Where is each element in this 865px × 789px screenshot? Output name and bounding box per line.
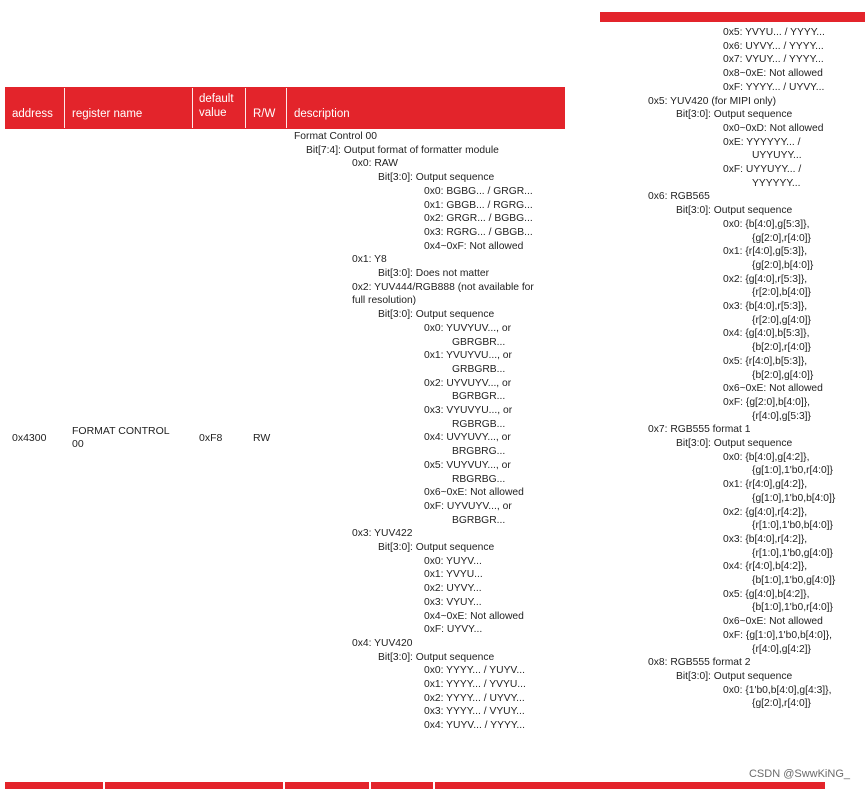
- description-line: 0x0: BGBG... / GRGR...: [424, 185, 533, 197]
- description-line: BGRBGR...: [452, 391, 506, 403]
- description-line: Bit[3:0]: Output sequence: [378, 172, 495, 184]
- header-divider: [245, 88, 246, 128]
- description-line: 0x0: RAW: [352, 158, 398, 170]
- description-line: Bit[3:0]: Output sequence: [676, 205, 793, 217]
- description-line: Bit[3:0]: Output sequence: [676, 670, 793, 682]
- description-line: 0x4: YUYV... / YYYY...: [424, 720, 525, 732]
- description-line: {b[2:0],r[4:0]}: [752, 342, 811, 354]
- description-line: {r[2:0],g[4:0]}: [752, 314, 811, 326]
- description-line: 0x6~0xE: Not allowed: [723, 616, 823, 628]
- description-line: 0xF: {g[1:0],1'b0,b[4:0]},: [723, 629, 833, 641]
- header-divider: [286, 88, 287, 128]
- description-line: 0x0: {b[4:0],g[5:3]},: [723, 218, 810, 230]
- description-line: 0x2: GRGR... / BGBG...: [424, 213, 533, 225]
- description-line: 0xF: UYVUYV..., or: [424, 500, 512, 512]
- description-line: 0x2: UYVY...: [424, 583, 482, 595]
- description-line: 0x3: YUV422: [352, 528, 413, 540]
- column-header-register-name: register name: [72, 108, 143, 120]
- description-line: Bit[3:0]: Output sequence: [676, 438, 793, 449]
- description-line: 0x4: UVYUVY..., or: [424, 432, 511, 444]
- description-line: UYYUYY...: [752, 150, 802, 162]
- description-line: Format Control 00: [294, 131, 377, 142]
- header-divider: [192, 88, 193, 128]
- description-line: full resolution): [352, 295, 417, 307]
- description-line: 0xF: YYYY... / UYVY...: [723, 81, 825, 93]
- description-line: 0x3: VYUVYU..., or: [424, 405, 513, 416]
- description-line: 0x6~0xE: Not allowed: [723, 383, 823, 395]
- description-line: 0x4~0xE: Not allowed: [424, 610, 524, 622]
- description-line: GBRGBR...: [452, 336, 506, 348]
- register-address: 0x4300: [12, 432, 47, 444]
- description-line: 0x4: {g[4:0],b[5:3]},: [723, 328, 810, 340]
- register-default-value: 0xF8: [199, 432, 223, 444]
- description-line: {b[1:0],1'b0,g[4:0]}: [752, 575, 836, 586]
- description-line: 0x0: YUYV...: [424, 555, 482, 567]
- description-line: 0x2: {g[4:0],r[4:2]},: [723, 506, 808, 518]
- bottom-divider: [283, 782, 285, 789]
- description-line: 0x5: {g[4:0],b[4:2]},: [723, 588, 810, 600]
- description-line: 0x5: {r[4:0],b[5:3]},: [723, 355, 808, 367]
- description-line: 0xF: UYVY...: [424, 624, 483, 636]
- description-line: 0x2: YUV444/RGB888 (not available for: [352, 281, 534, 293]
- description-line: Bit[7:4]: Output format of formatter module: [306, 144, 499, 156]
- description-line: 0x1: Y8: [352, 254, 387, 266]
- description-line: Bit[3:0]: Output sequence: [378, 542, 495, 553]
- description-line: {r[4:0],g[5:3]}: [752, 410, 811, 422]
- description-line: Bit[3:0]: Output sequence: [378, 651, 495, 663]
- description-line: {g[1:0],1'b0,b[4:0]}: [752, 492, 836, 504]
- description-line: Bit[3:0]: Output sequence: [378, 309, 495, 321]
- description-line: BGRBGR...: [452, 514, 506, 526]
- column-header-description: description: [294, 108, 350, 120]
- description-line: Bit[3:0]: Output sequence: [676, 109, 793, 121]
- bottom-divider: [369, 782, 371, 789]
- description-line: 0x3: {b[4:0],r[4:2]},: [723, 533, 808, 545]
- description-line: BRGBRG...: [452, 446, 506, 458]
- description-line: 0x5: YUV420 (for MIPI only): [648, 95, 777, 107]
- continuation-header-bar: [600, 12, 865, 22]
- description-line: 0x0: YUVYUV..., or: [424, 322, 511, 334]
- description-line: 0x5: VUYVUY..., or: [424, 459, 511, 471]
- description-line: 0x1: YYYY... / YVYU...: [424, 679, 526, 690]
- description-line: 0x0: YYYY... / YUYV...: [424, 665, 525, 677]
- description-line: 0xE: YYYYYY... /: [723, 136, 801, 148]
- column-header-rw: R/W: [253, 108, 276, 120]
- watermark: CSDN @SwwKiNG_: [748, 768, 850, 780]
- description-line: 0x7: RGB555 format 1: [648, 424, 751, 436]
- description-line: 0x1: YVUYVU..., or: [424, 350, 512, 362]
- bottom-divider: [103, 782, 105, 789]
- column-header-default-value-line2: value: [199, 107, 227, 119]
- description-line: 0x2: UYVUYV..., or: [424, 377, 512, 389]
- description-line: {r[1:0],1'b0,g[4:0]}: [752, 547, 833, 559]
- description-line: 0x3: VYUY...: [424, 596, 482, 608]
- header-divider: [64, 88, 65, 128]
- register-name-line1: FORMAT CONTROL: [72, 425, 170, 437]
- description-line: 0x5: YVYU... / YYYY...: [723, 27, 825, 38]
- bottom-divider: [433, 782, 435, 789]
- description-line: {g[2:0],b[4:0]}: [752, 259, 814, 271]
- description-line: {g[1:0],1'b0,r[4:0]}: [752, 465, 833, 477]
- description-line: 0x2: {g[4:0],r[5:3]},: [723, 273, 808, 285]
- register-name-line2: 00: [72, 438, 84, 450]
- description-line: 0x4: YUV420: [352, 637, 413, 649]
- description-line: {b[2:0],g[4:0]}: [752, 369, 814, 381]
- description-line: 0x6: RGB565: [648, 191, 710, 203]
- description-line: {r[1:0],1'b0,b[4:0]}: [752, 520, 833, 532]
- description-line: 0x4: {r[4:0],b[4:2]},: [723, 561, 808, 573]
- description-line: 0x6~0xE: Not allowed: [424, 487, 524, 499]
- description-line: 0x3: {b[4:0],r[5:3]},: [723, 301, 808, 312]
- column-header-address: address: [12, 108, 53, 120]
- description-line: GRBGRB...: [452, 363, 506, 375]
- description-line: 0x1: {r[4:0],g[5:3]},: [723, 246, 808, 258]
- description-line: 0x0~0xD: Not allowed: [723, 122, 824, 134]
- description-line: 0x2: YYYY... / UYVY...: [424, 692, 525, 704]
- description-line: 0x1: GBGB... / RGRG...: [424, 199, 533, 211]
- description-line: 0x0: {1'b0,b[4:0],g[4:3]},: [723, 684, 832, 696]
- description-line: 0x8~0xE: Not allowed: [723, 68, 823, 80]
- column-header-default-value-line1: default: [199, 93, 234, 105]
- description-line: 0x1: YVYU...: [424, 569, 483, 581]
- description-line: RGBRGB...: [452, 418, 506, 430]
- description-line: 0x6: UYVY... / YYYY...: [723, 40, 824, 52]
- description-line: {b[1:0],1'b0,r[4:0]}: [752, 602, 833, 614]
- description-line: 0x0: {b[4:0],g[4:2]},: [723, 451, 810, 463]
- description-line: RBGRBG...: [452, 473, 506, 485]
- description-line: {g[2:0],r[4:0]}: [752, 232, 811, 244]
- description-line: 0x8: RGB555 format 2: [648, 657, 751, 669]
- description-line: 0xF: UYYUYY... /: [723, 164, 802, 175]
- description-line: Bit[3:0]: Does not matter: [378, 268, 490, 279]
- description-line: 0xF: {g[2:0],b[4:0]},: [723, 396, 811, 408]
- description-line: 0x1: {r[4:0],g[4:2]},: [723, 479, 808, 491]
- description-line: {r[2:0],b[4:0]}: [752, 287, 811, 299]
- description-line: 0x7: VYUY... / YYYY...: [723, 54, 824, 66]
- description-line: 0x4~0xF: Not allowed: [424, 240, 524, 252]
- description-line: 0x3: YYYY... / VYUY...: [424, 706, 525, 718]
- register-rw: RW: [253, 432, 271, 444]
- description-line: {r[4:0],g[4:2]}: [752, 643, 811, 655]
- description-line: YYYYYY...: [752, 177, 801, 189]
- description-line: 0x3: RGRG... / GBGB...: [424, 226, 533, 238]
- bottom-header-bar: [5, 782, 825, 789]
- description-line: {g[2:0],r[4:0]}: [752, 698, 811, 710]
